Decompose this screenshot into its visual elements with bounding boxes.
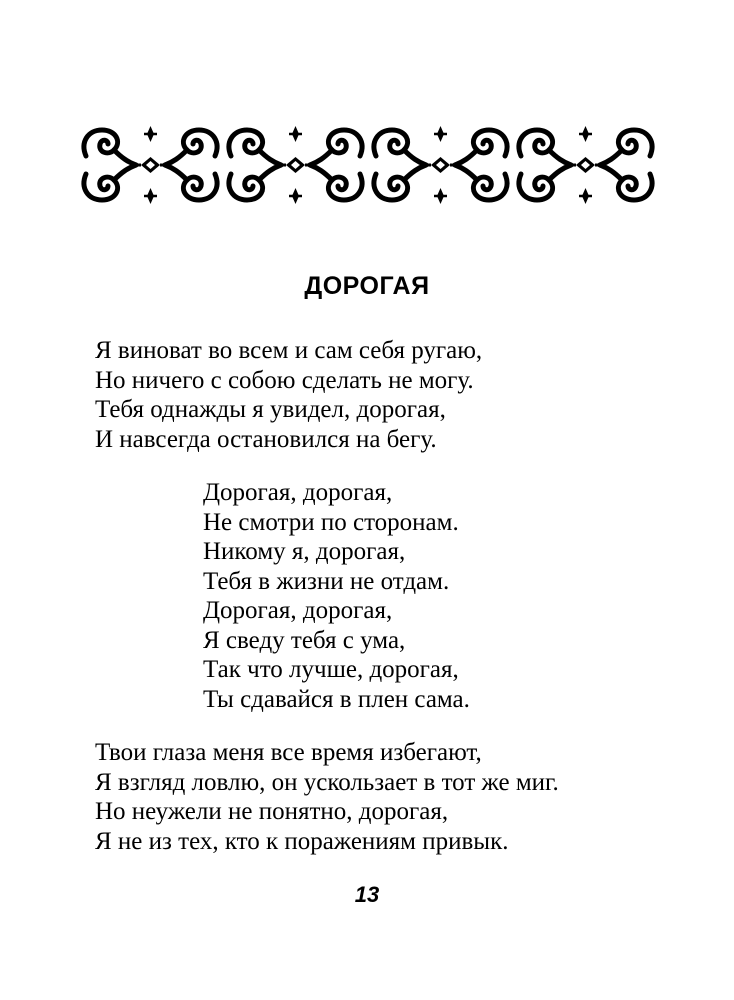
poem-line: Никому я, дорогая, [203, 538, 406, 565]
poem-title: ДОРОГАЯ [304, 272, 430, 300]
chorus [203, 478, 470, 714]
poem-line: Но ничего с собою сделать не могу. [95, 366, 474, 394]
decorative-border-ornament-icon [78, 120, 658, 210]
poem-line: И навсегда остановился на бегу. [95, 425, 437, 453]
poem-line: Я не из тех, кто к поражениям привык. [95, 827, 509, 855]
poem-line: Дорогая, дорогая, [203, 479, 393, 506]
poem-line: Я сведу тебя с ума, [203, 626, 406, 654]
poem-line: Я взгляд ловлю, он ускользает в тот же миг. [95, 768, 559, 796]
poem-line: Так что лучше, дорогая, [203, 656, 459, 683]
stanza-2 [95, 738, 559, 856]
poem-line: Тебя в жизни не отдам. [203, 567, 450, 595]
page-number: 13 [354, 882, 380, 907]
poem-line: Я виноват во всем и сам себя ругаю, [95, 337, 483, 364]
poem-line: Но неужели не понятно, дорогая, [95, 798, 449, 825]
poem-line: Тебя однажды я увидел, дорогая, [95, 396, 446, 423]
stanza-1 [95, 336, 482, 454]
poem-line: Дорогая, дорогая, [203, 597, 393, 624]
poem-line: Не смотри по сторонам. [203, 508, 459, 536]
poem-line: Ты сдавайся в плен сама. [203, 685, 470, 713]
poem-line: Твои глаза меня все время избегают, [95, 739, 482, 766]
